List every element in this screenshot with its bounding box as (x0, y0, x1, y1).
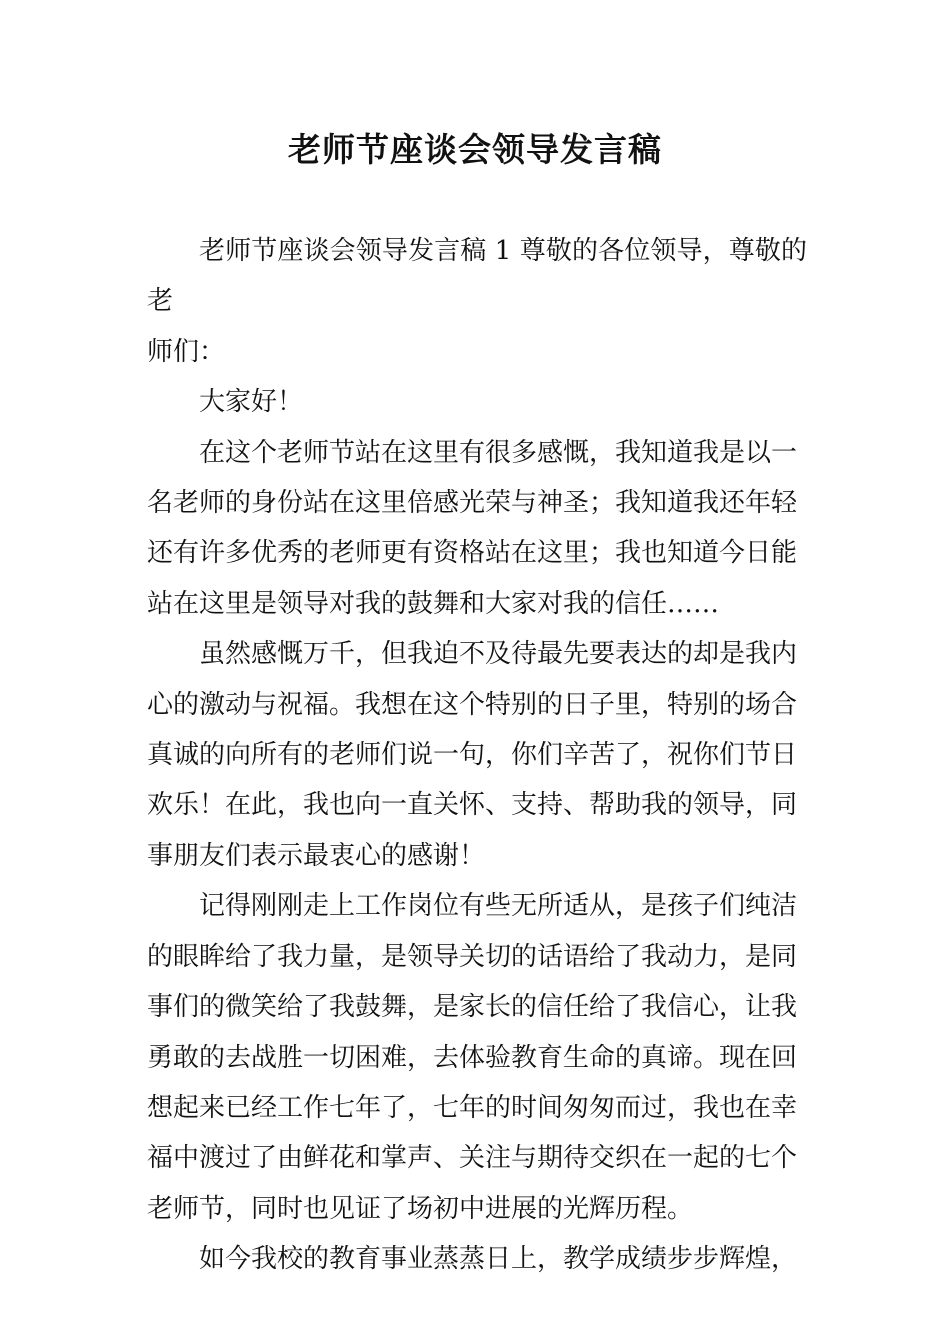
paragraph: 老师节座谈会领导发言稿 1 尊敬的各位领导，尊敬的老 师们： (147, 236, 807, 367)
document-body (147, 226, 807, 1285)
paragraph: 记得刚刚走上工作岗位有些无所适从，是孩子们纯洁 的眼眸给了我力量，是领导关切的话语给了我动力，是同 事们的微笑给了我鼓舞，是家长的信任给了我信心，让我 勇敢的去战胜一切困难，去体验教育生命的真谛。现在回 想起来已经工作七年了，七年的时间匆匆而过，我也在幸 福中渡过了由鲜花和掌声、关注与期待交织在一起的七个 老师节，同时也见证了场初中进展的光辉历程。 (147, 891, 798, 1224)
paragraph: 大家好！ (199, 387, 304, 418)
paragraph: 在这个老师节站在这里有很多感慨，我知道我是以一 名老师的身份站在这里倍感光荣与神圣；我知道我还年轻 还有许多优秀的老师更有资格站在这里；我也知道今日能 站在这里是领导对我的鼓舞和大家对我的信任…… (147, 437, 798, 619)
paragraph: 虽然感慨万千，但我迫不及待最先要表达的却是我内 心的激动与祝福。我想在这个特别的日子里，特别的场合 真诚的向所有的老师们说一句，你们辛苦了，祝你们节日 欢乐！在此，我也向一直关怀、支持、帮助我的领导，同 事朋友们表示最衷心的感谢！ (147, 639, 798, 871)
document-title: 老师节座谈会领导发言稿 (288, 130, 662, 169)
paragraph: 如今我校的教育事业蒸蒸日上，教学成绩步步辉煌， (199, 1244, 798, 1275)
